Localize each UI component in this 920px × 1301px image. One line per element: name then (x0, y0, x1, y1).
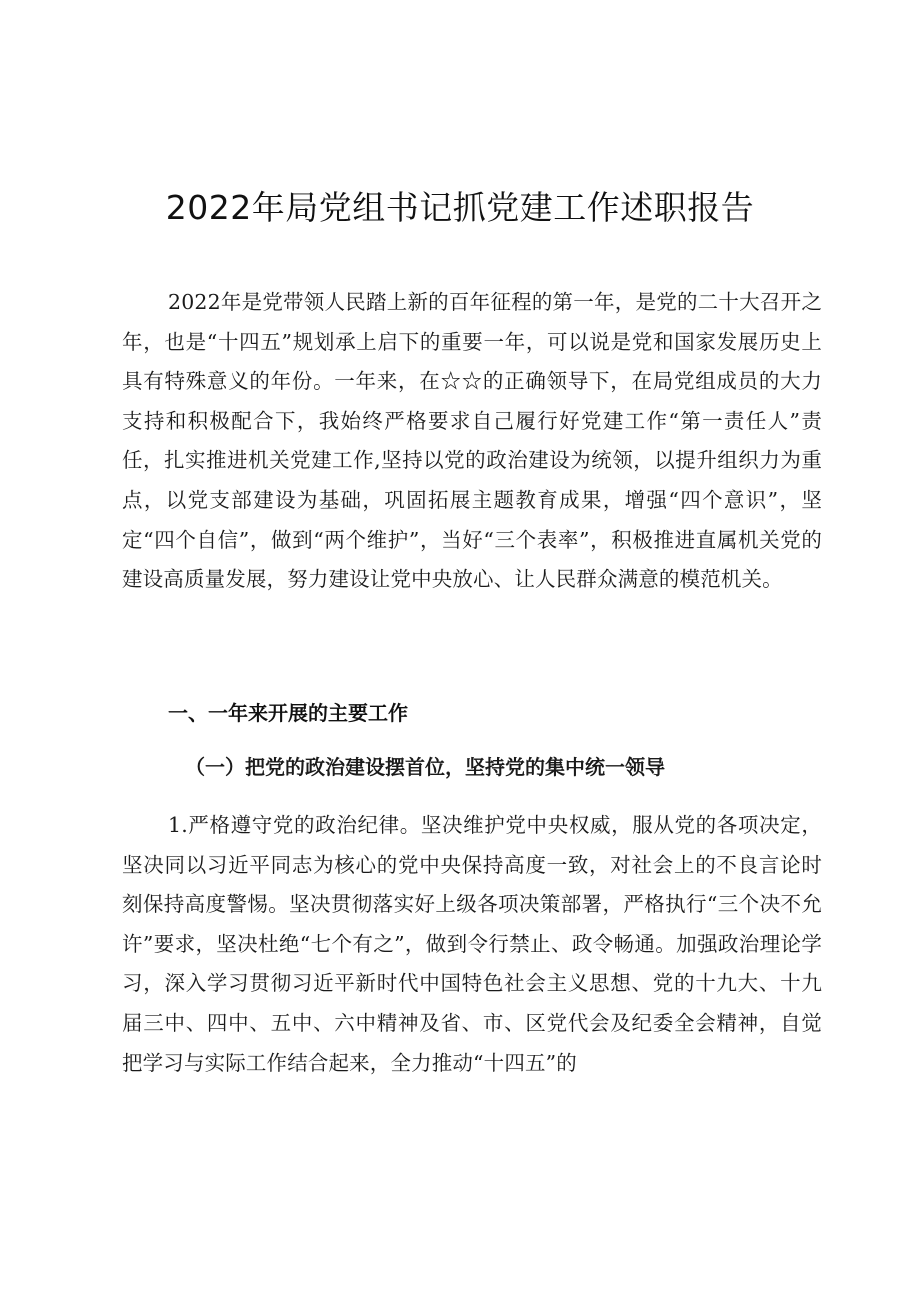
intro-paragraph: 2022年是党带领人民踏上新的百年征程的第一年，是党的二十大召开之年，也是“十四五”规划承上启下的重要一年，可以说是党和国家发展历史上具有特殊意义的年份。一年来，在☆☆的正确领导下，在局党组成员的大力支持和积极配合下，我始终严格要求自己履行好党建工作“第一责任人”责任，扎实推进机关党建工作,坚持以党的政治建设为统领，以提升组织力为重点，以党支部建设为基础，巩固拓展主题教育成果，增强“四个意识”，坚定“四个自信”，做到“两个维护”，当好“三个表率”，积极推进直属机关党的建设高质量发展，努力建设让党中央放心、让人民群众满意的模范机关。 (122, 290, 822, 592)
item-1-paragraph: 1.严格遵守党的政治纪律。坚决维护党中央权威，服从党的各项决定，坚决同以习近平同志为核心的党中央保持高度一致，对社会上的不良言论时刻保持高度警惕。坚决贯彻落实好上级各项决策部署，严格执行“三个决不允许”要求，坚决杜绝“七个有之”，做到令行禁止、政令畅通。加强政治理论学习，深入学习贯彻习近平新时代中国特色社会主义思想、党的十九大、十九届三中、四中、五中、六中精神及省、市、区党代会及纪委全会精神，自觉把学习与实际工作结合起来，全力推动“十四五”的 (122, 813, 822, 1075)
section-heading: 一、一年来开展的主要工作 (168, 701, 408, 725)
document-title: 2022年局党组书记抓党建工作述职报告 (165, 188, 755, 227)
subsection-heading: （一）把党的政治建设摆首位，坚持党的集中统一领导 (185, 755, 665, 779)
